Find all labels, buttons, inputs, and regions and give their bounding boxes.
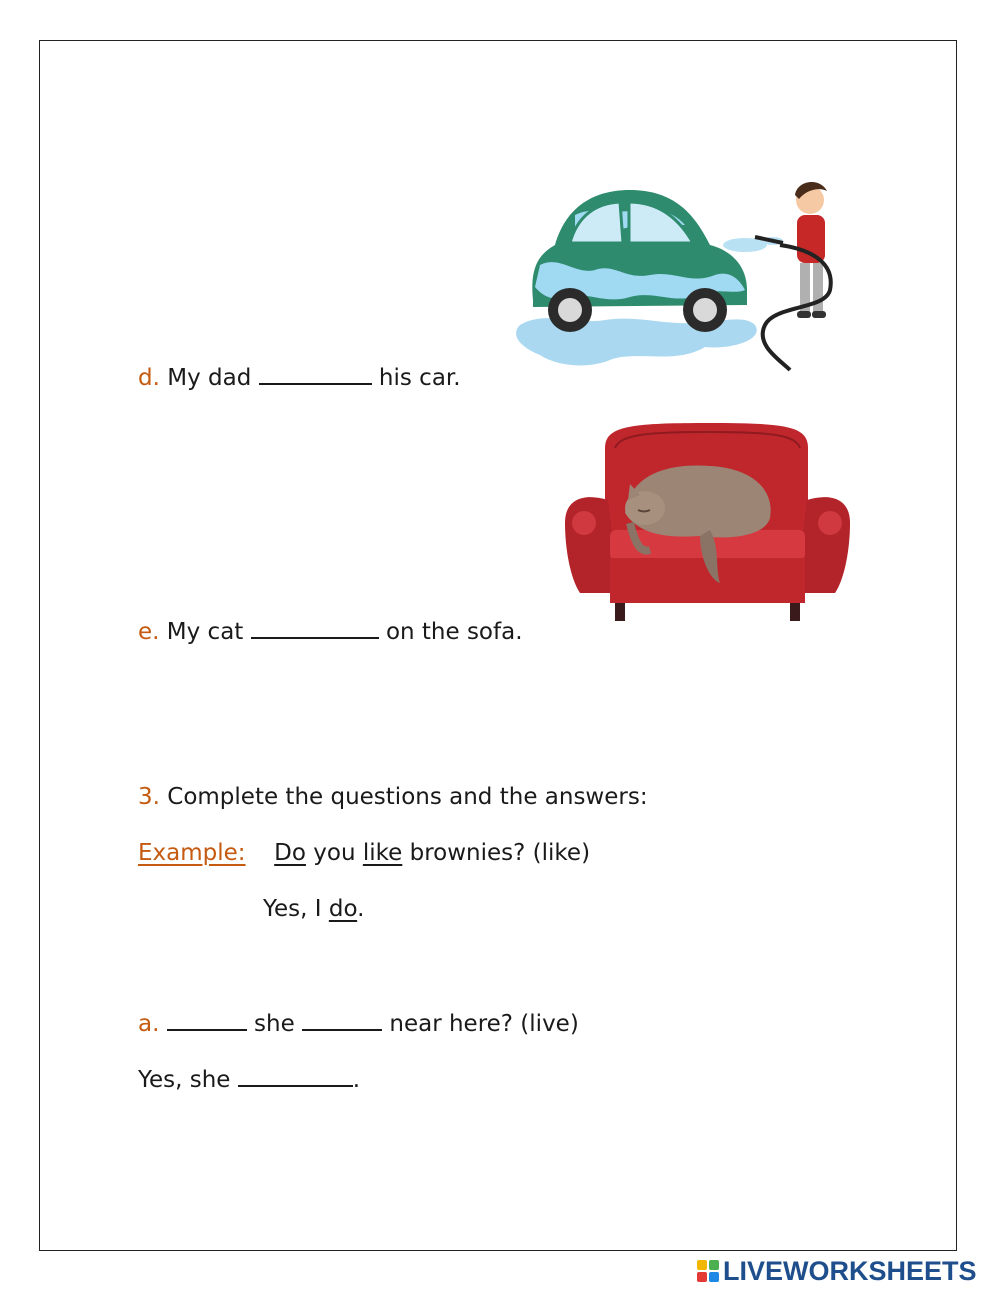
example-label: Example: (138, 840, 246, 866)
sentence-d-after: his car. (378, 365, 461, 391)
answer-blank-a-2[interactable] (302, 1007, 382, 1031)
answer-blank-a-1[interactable] (167, 1007, 247, 1031)
item-label-a: a. (138, 1011, 160, 1037)
question-a (138, 1007, 579, 1038)
logo-text: LIVEWORKSHEETS (723, 1255, 977, 1286)
example-answer-do: do (328, 896, 358, 922)
example-do: Do (274, 840, 306, 866)
question-a-middle: she (254, 1011, 295, 1037)
example-you: you (313, 840, 356, 866)
logo-cube-v (697, 1272, 707, 1282)
item-label-d: d. (138, 365, 160, 391)
answer-a-end: . (352, 1067, 361, 1093)
example-answer-start: Yes, I (263, 896, 322, 922)
answer-blank-d[interactable] (259, 361, 372, 385)
logo-cube-l (697, 1260, 707, 1270)
answer-a-start: Yes, she (138, 1067, 231, 1093)
answer-blank-a-3[interactable] (238, 1063, 353, 1087)
exercise-3-instruction: Complete the questions and the answers: (167, 784, 648, 810)
cat-on-sofa-illustration (560, 418, 855, 628)
liveworksheets-logo (697, 1256, 977, 1286)
sentence-d (138, 361, 461, 392)
answer-blank-e[interactable] (251, 615, 379, 639)
logo-cubes-icon (697, 1260, 719, 1282)
sentence-d-before: My dad (167, 365, 252, 391)
logo-cube-i (709, 1260, 719, 1270)
sentence-e-before: My cat (166, 619, 244, 645)
answer-a (138, 1063, 360, 1094)
sentence-e-after: on the sofa. (385, 619, 523, 645)
logo-cube-e (709, 1272, 719, 1282)
sentence-e (138, 615, 523, 646)
example-answer (263, 895, 364, 923)
item-label-e: e. (138, 619, 160, 645)
car-wash-illustration (515, 175, 850, 380)
example-like: like (362, 840, 403, 866)
example-question-rest: brownies? (like) (409, 840, 591, 866)
question-a-after: near here? (live) (389, 1011, 579, 1037)
example-question (138, 839, 590, 867)
exercise-3-number: 3. (138, 784, 160, 810)
exercise-3-heading (138, 783, 648, 811)
example-answer-end: . (357, 896, 365, 922)
